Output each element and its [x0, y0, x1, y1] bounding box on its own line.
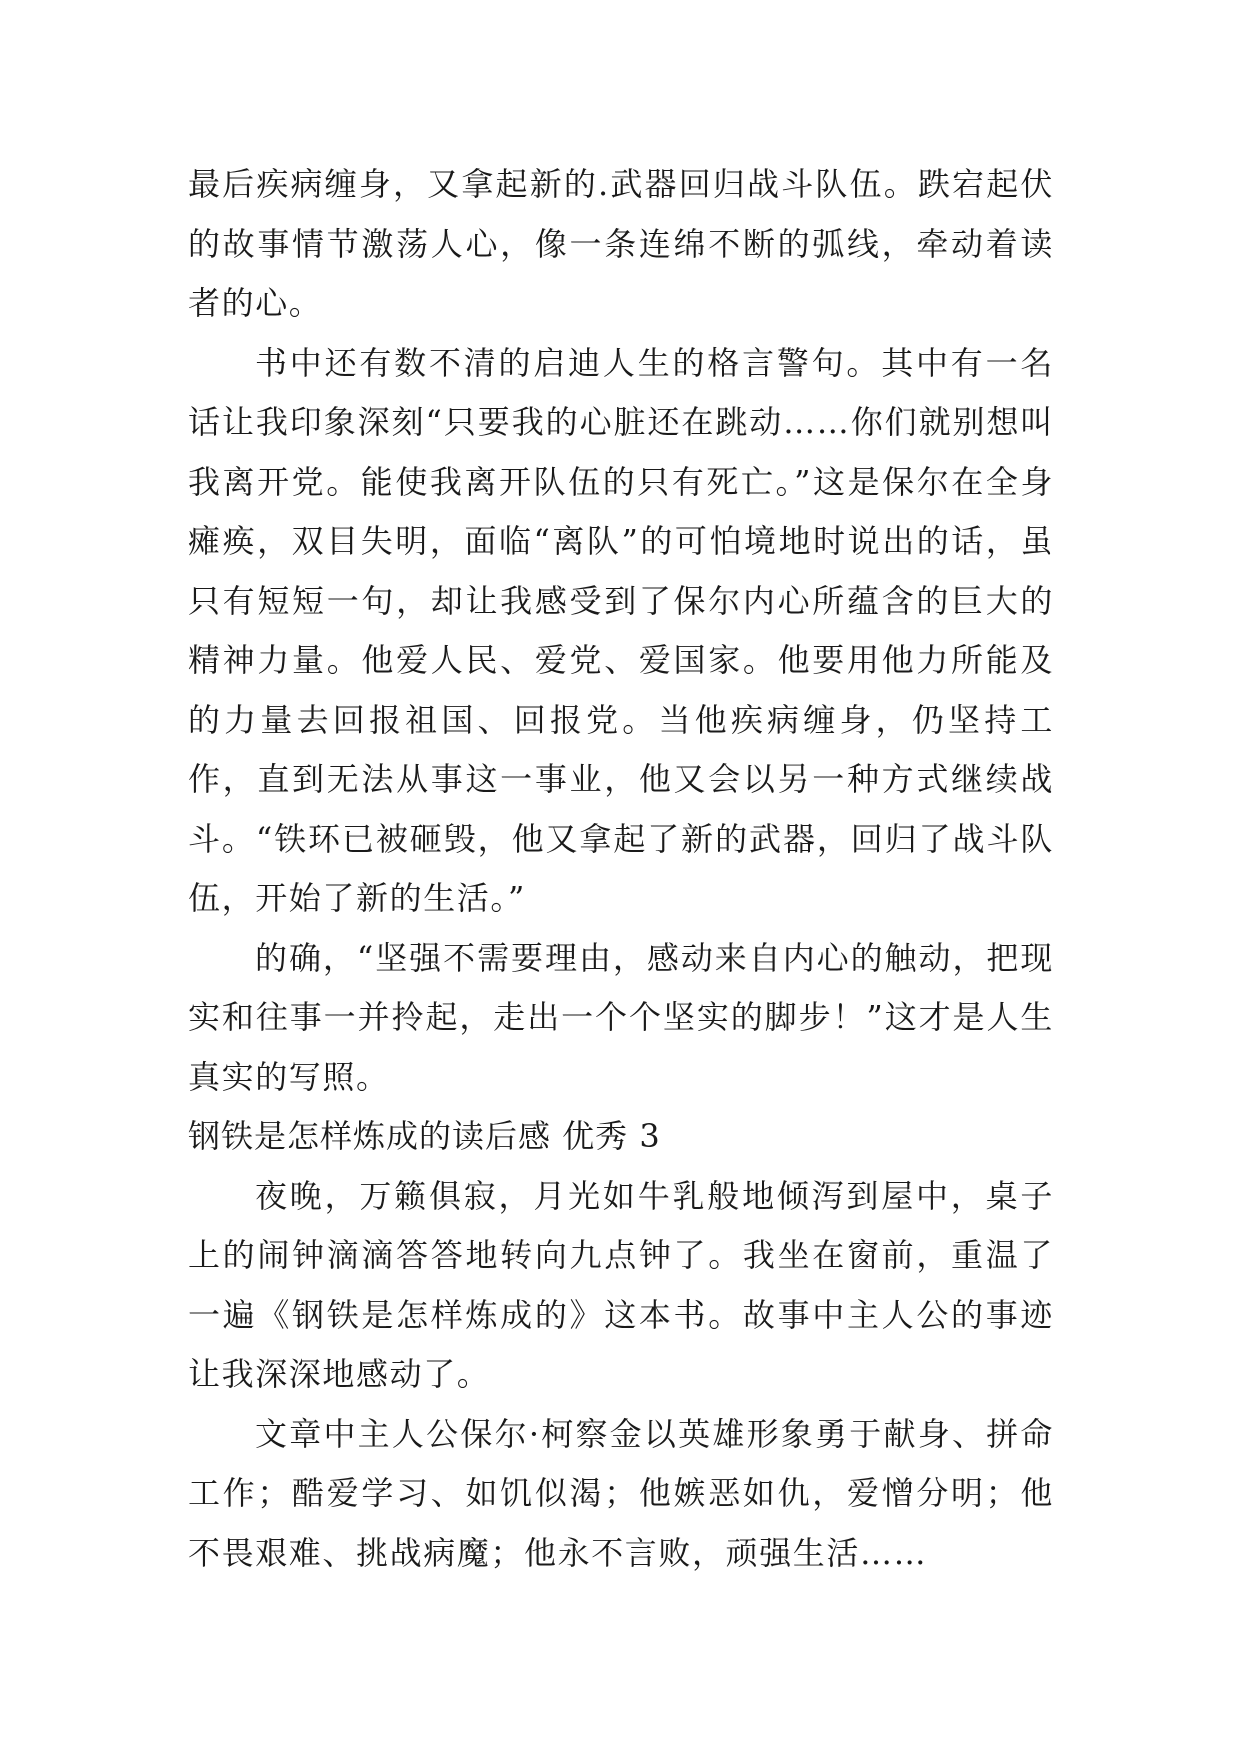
paragraph-1: 最后疾病缠身，又拿起新的.武器回归战斗队伍。跌宕起伏的故事情节激荡人心，像一条连绵不断的弧线，牵动着读者的心。: [188, 165, 1054, 322]
document-page: [188, 155, 1054, 1583]
paragraph-2: 书中还有数不清的启迪人生的格言警句。其中有一名话让我印象深刻“只要我的心脏还在跳动……你们就别想叫我离开党。能使我离开队伍的只有死亡。”这是保尔在全身瘫痪，双目失明，面临“离队”的可怕境地时说出的话，虽只有短短一句，却让我感受到了保尔内心所蕴含的巨大的精神力量。他爱人民、爱党、爱国家。他要用他力所能及的力量去回报祖国、回报党。当他疾病缠身，仍坚持工作，直到无法从事这一事业，他又会以另一种方式继续战斗。“铁环已被砸毁，他又拿起了新的武器，回归了战斗队伍，开始了新的生活。”: [188, 343, 1054, 917]
paragraph-3: 的确，“坚强不需要理由，感动来自内心的触动，把现实和往事一并拎起，走出一个个坚实的脚步！”这才是人生真实的写照。: [188, 938, 1054, 1096]
paragraph-5: 文章中主人公保尔·柯察金以英雄形象勇于献身、拼命工作；酷爱学习、如饥似渴；他嫉恶如仇，爱憎分明；他不畏艰难、挑战病魔；他永不言败，顽强生活……: [188, 1414, 1054, 1572]
paragraph-4: 夜晚，万籁俱寂，月光如牛乳般地倾泻到屋中，桌子上的闹钟滴滴答答地转向九点钟了。我坐在窗前，重温了一遍《钢铁是怎样炼成的》这本书。故事中主人公的事迹让我深深地感动了。: [188, 1176, 1054, 1393]
section-heading: 钢铁是怎样炼成的读后感 优秀 3: [188, 1117, 661, 1155]
